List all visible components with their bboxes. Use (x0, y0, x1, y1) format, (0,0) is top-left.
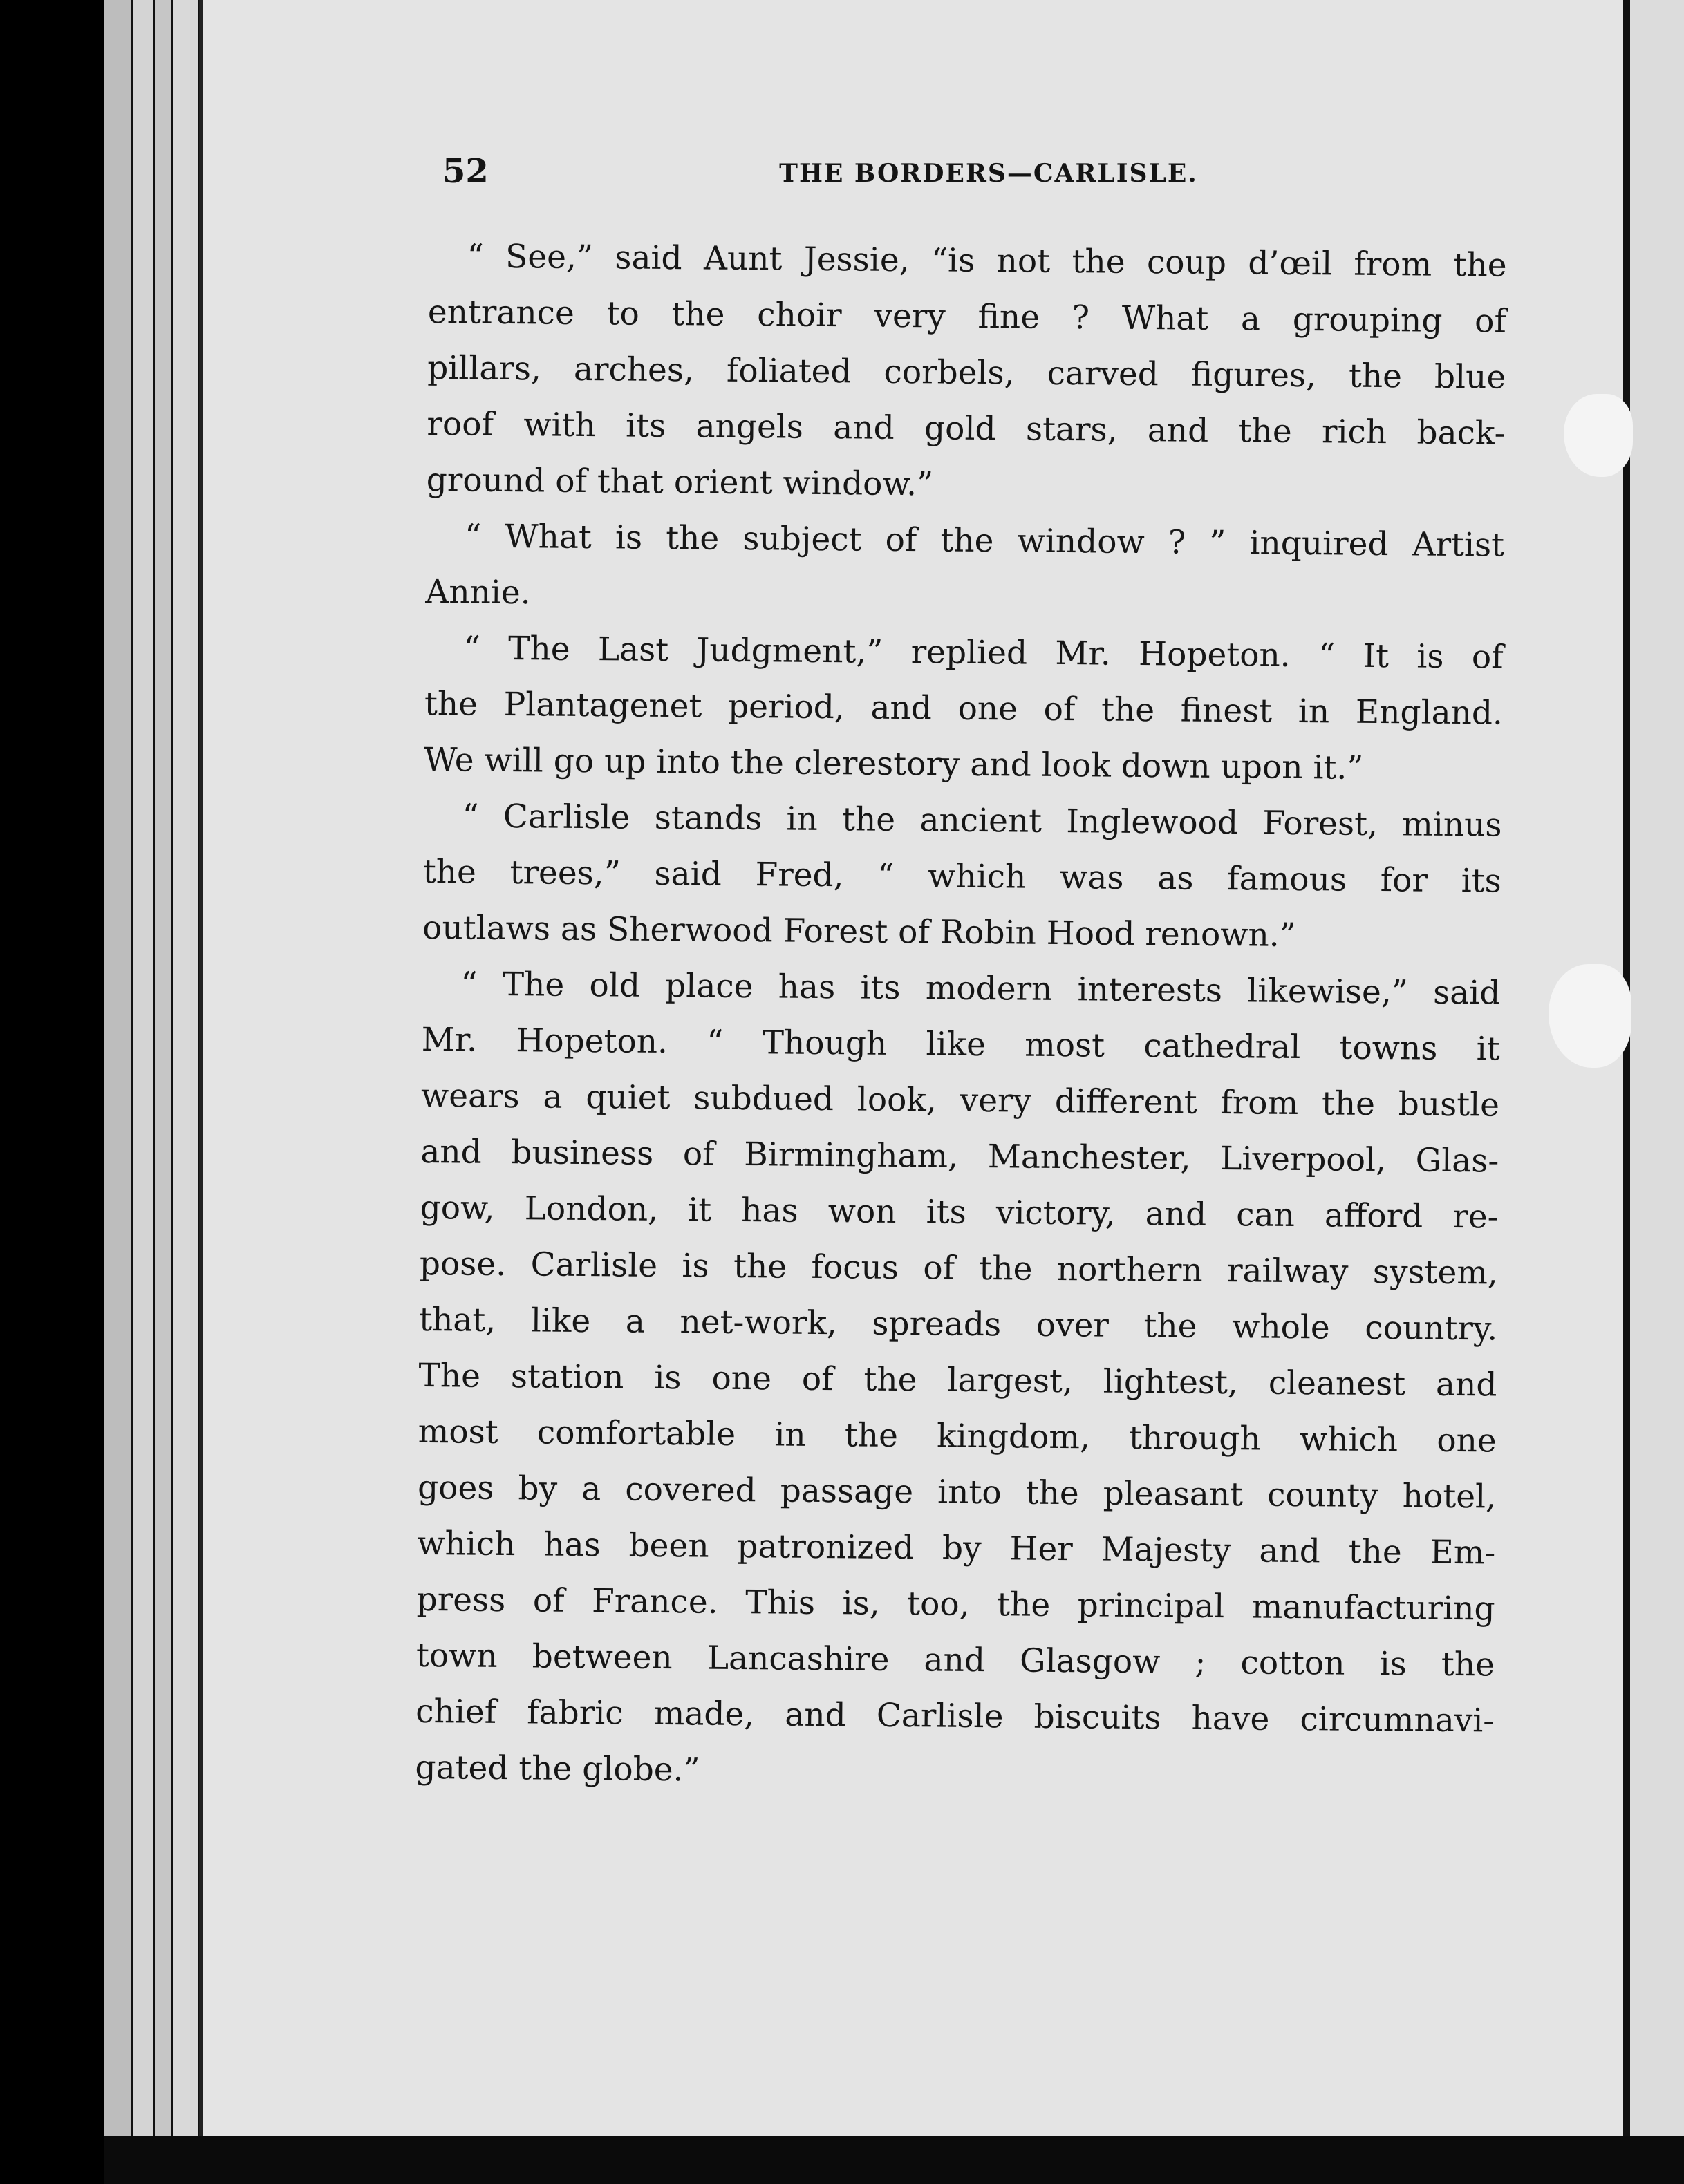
text-line: wears a quiet subdued look, very different from the bustle (420, 1076, 1500, 1124)
text-line: pillars, arches, foliated corbels, carved figures, the blue (427, 348, 1506, 397)
paragraph (426, 228, 1506, 518)
paragraph (422, 788, 1502, 966)
paragraph (425, 508, 1504, 630)
text-line: that, like a net-work, spreads over the whole country. (418, 1300, 1498, 1348)
text-line: ground of that orient window.” (426, 460, 934, 504)
text-line: which has been patronized by Her Majesty and the Em- (417, 1524, 1496, 1572)
page-edge (155, 0, 174, 2136)
text-line: gow, London, it has won its victory, and can afford re- (420, 1188, 1499, 1236)
text-line: “ The old place has its modern interests likewise,” said (460, 965, 1501, 1013)
page-number: 52 (442, 152, 489, 191)
body-text (415, 228, 1507, 1805)
text-line: pose. Carlisle is the focus of the northern railway system, (419, 1244, 1499, 1292)
text-line: gated the globe.” (415, 1748, 700, 1789)
text-line: Annie. (425, 572, 531, 612)
text-line: the Plantagenet period, and one of the finest in England. (424, 684, 1504, 733)
text-line: chief fabric made, and Carlisle biscuits have circumnavi- (415, 1692, 1495, 1740)
text-line: roof with its angels and gold stars, and the rich back- (427, 404, 1506, 453)
text-line: We will go up into the clerestory and look down upon it.” (424, 740, 1364, 787)
text-line: Mr. Hopeton. “ Though like most cathedral towns it (421, 1020, 1500, 1069)
facing-page-edge (1623, 0, 1684, 2143)
page-edge (133, 0, 156, 2136)
text-line: “ What is the subject of the window ? ” inquired Artist (464, 517, 1505, 565)
text-line: goes by a covered passage into the pleasant county hotel, (417, 1468, 1497, 1516)
text-line: press of France. This is, too, the principal manufacturing (416, 1580, 1495, 1628)
text-line: and business of Birmingham, Manchester, Liverpool, Glas- (420, 1132, 1499, 1180)
text-line: “ See,” said Aunt Jessie, “is not the coup d’œil from the (467, 237, 1507, 285)
page-header (442, 152, 1535, 207)
paragraph (424, 620, 1504, 798)
scan-border (104, 2136, 1684, 2184)
page-edge (104, 0, 133, 2136)
text-line: town between Lancashire and Glasgow ; cotton is the (415, 1636, 1495, 1684)
text-line: “ The Last Judgment,” replied Mr. Hopeton. “ It is of (463, 629, 1504, 677)
page-edge (173, 0, 200, 2136)
paper-tear (1549, 964, 1631, 1068)
text-line: the trees,” said Fred, “ which was as famous for its (422, 852, 1502, 901)
text-line: “ Carlisle stands in the ancient Inglewood Forest, minus (462, 797, 1502, 845)
text-line: outlaws as Sherwood Forest of Robin Hood renown.” (422, 908, 1296, 954)
text-line: entrance to the choir very fine ? What a grouping of (427, 292, 1507, 341)
running-head: THE BORDERS—CARLISLE. (779, 159, 1198, 188)
text-line: The station is one of the largest, lightest, cleanest and (418, 1356, 1497, 1404)
paragraph (415, 956, 1501, 1805)
text-line: most comfortable in the kingdom, through which one (418, 1412, 1497, 1460)
paper-tear (1564, 394, 1633, 477)
